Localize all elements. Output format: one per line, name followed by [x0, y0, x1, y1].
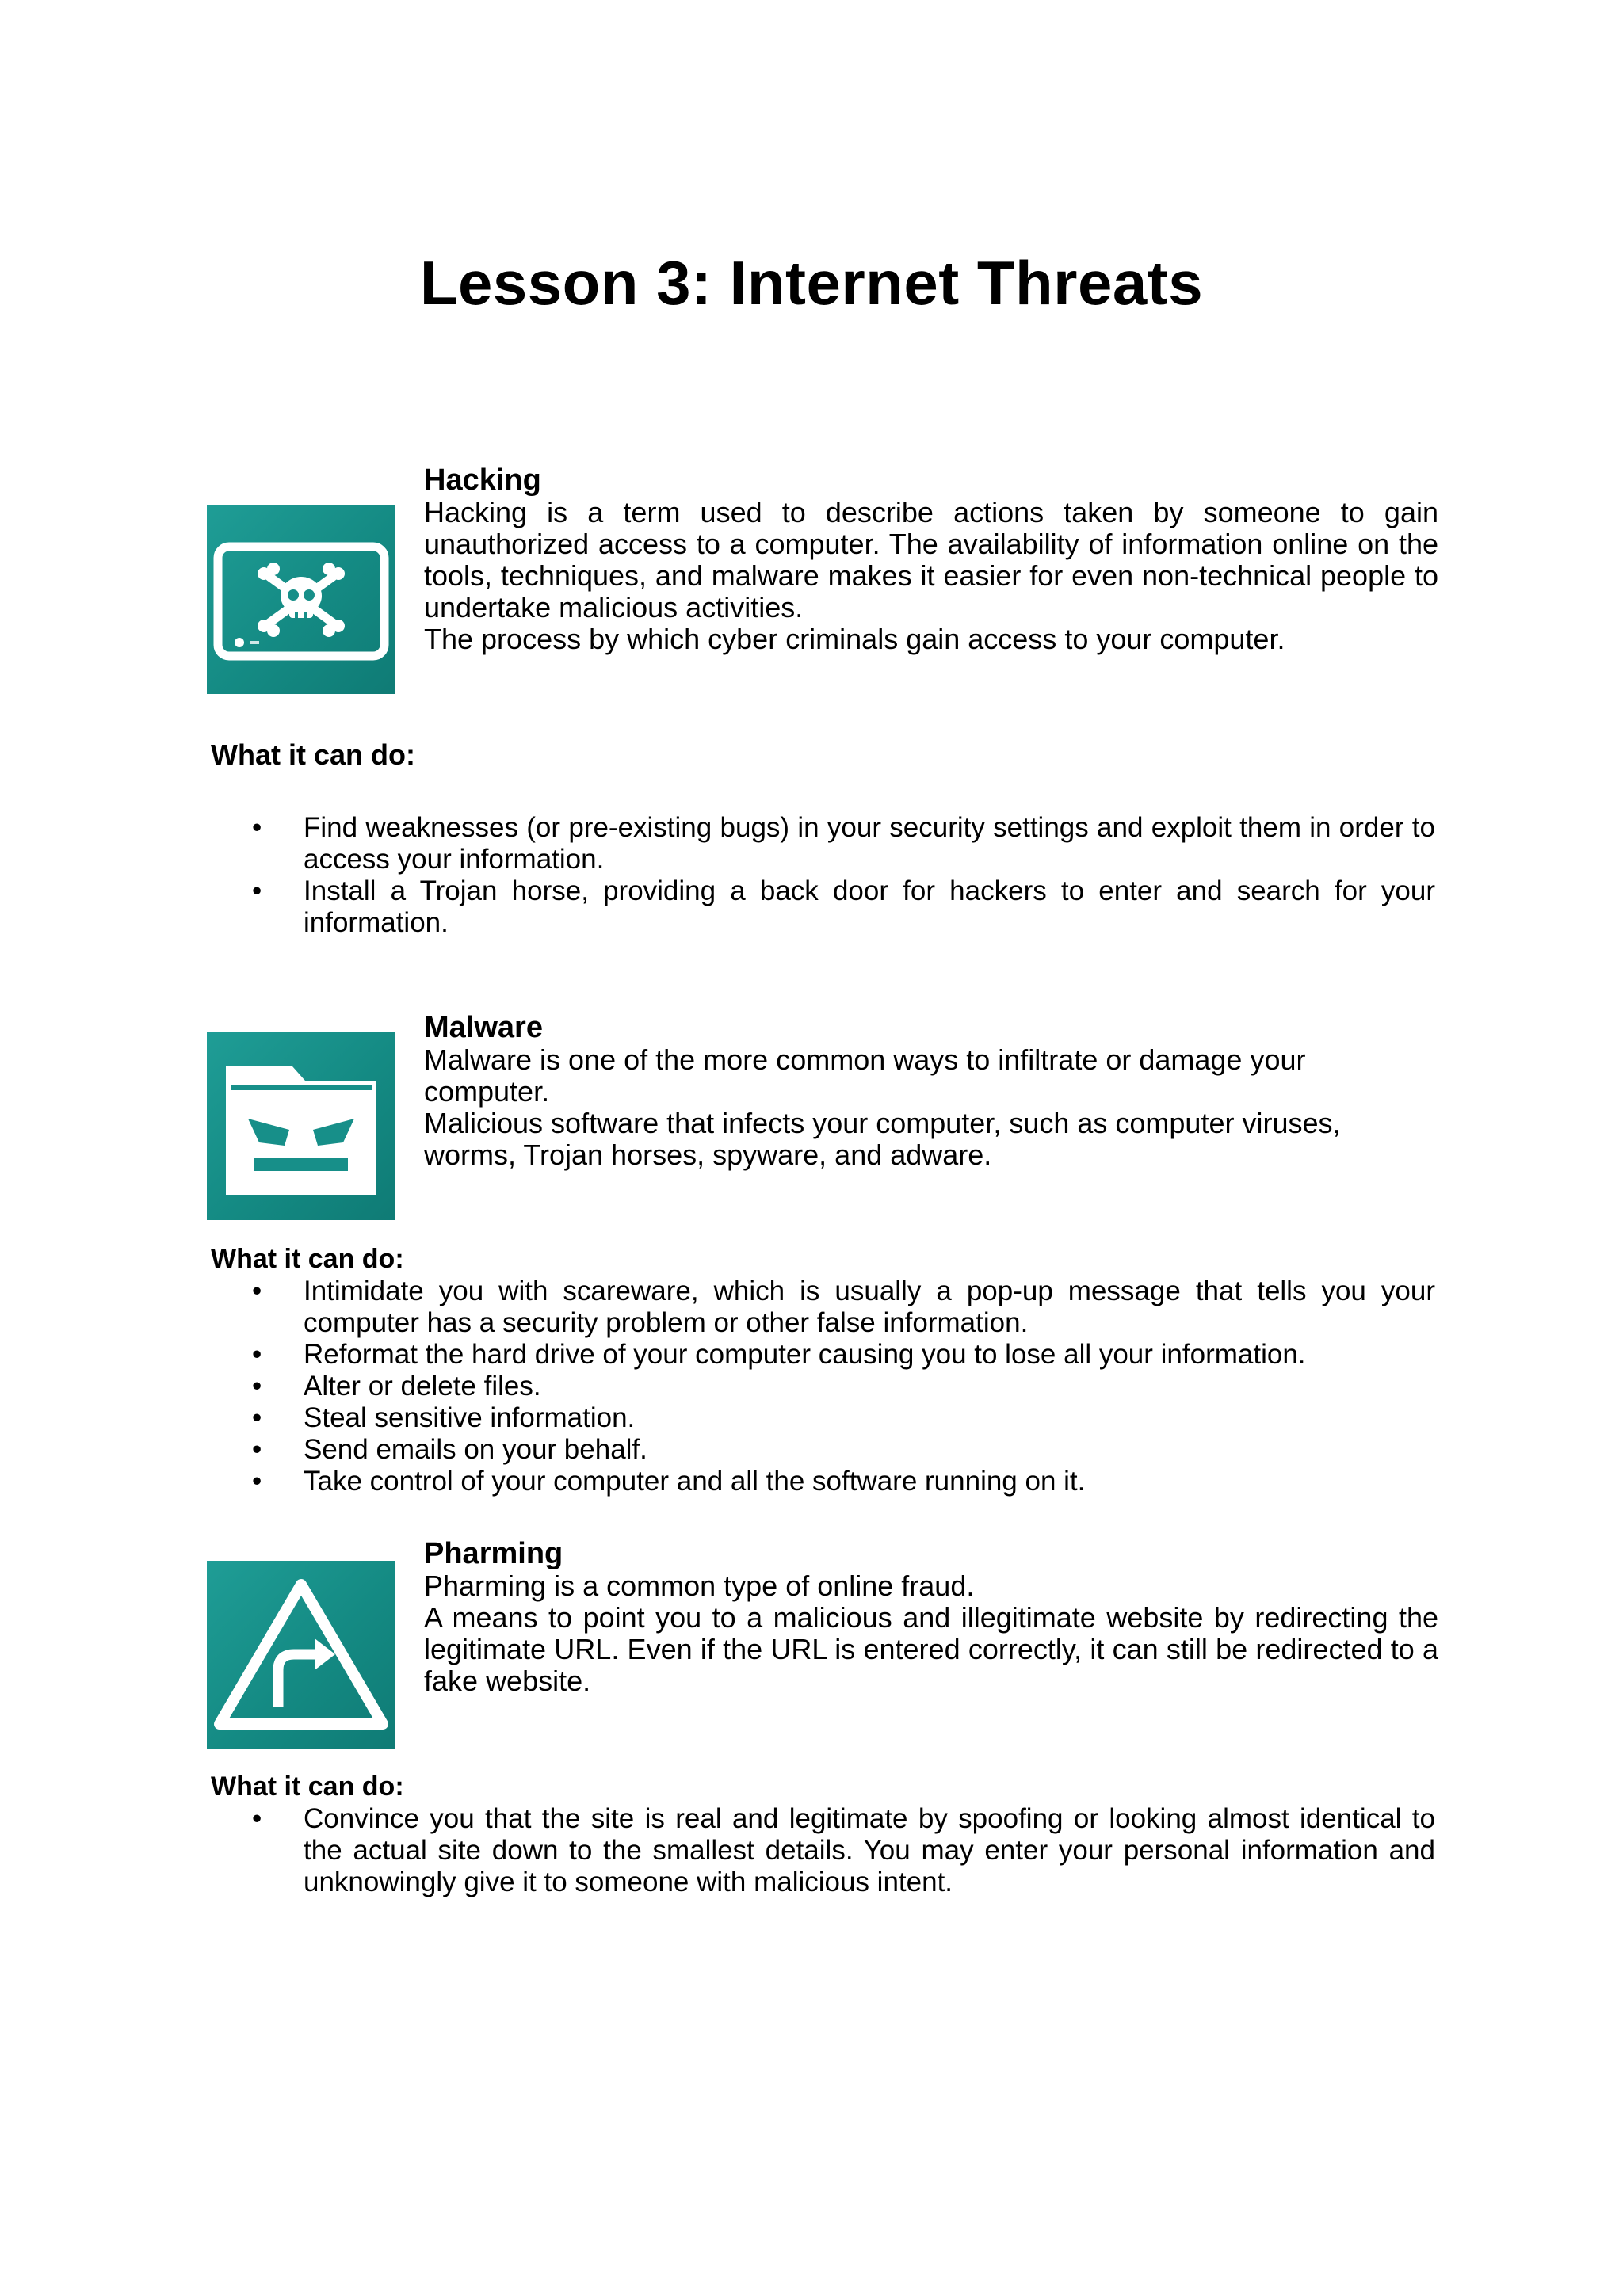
section-hacking: [424, 463, 1438, 655]
section-heading: Hacking: [424, 463, 541, 497]
list-item: • Steal sensitive information.: [252, 1402, 636, 1433]
bullet-list-hacking: [211, 812, 1435, 939]
what-it-can-do-label: What it can do:: [211, 1244, 404, 1274]
section-heading: Malware: [424, 1011, 543, 1044]
section-malware: [424, 1011, 1438, 1171]
section-paragraph: The process by which cyber criminals gain access to your computer.: [424, 623, 1285, 655]
bullet-list-pharming: [211, 1803, 1435, 1898]
list-item: • Alter or delete files.: [252, 1371, 541, 1402]
list-item: • Take control of your computer and all the software running on it.: [252, 1466, 1086, 1497]
section-paragraph: Pharming is a common type of online fraud.: [424, 1569, 975, 1602]
list-item: • Reformat the hard drive of your computer causing you to lose all your information.: [252, 1339, 1306, 1370]
list-item: • Find weaknesses (or pre-existing bugs) in your security settings and exploit them in order to access your information.: [252, 812, 1435, 875]
bullet-icon: •: [252, 812, 262, 843]
list-item: • Convince you that the site is real and legitimate by spoofing or looking almost identical to the actual site down to the smallest details. You may enter your personal information and unknowingly give it to someone with malicious intent.: [252, 1803, 1435, 1897]
section-paragraph: Malicious software that infects your computer, such as computer viruses, worms, Trojan horses, spyware, and adware.: [424, 1107, 1341, 1171]
bullet-icon: •: [252, 1466, 262, 1497]
bullet-icon: •: [252, 1371, 262, 1402]
bullet-icon: •: [252, 1339, 262, 1370]
section-paragraph: Malware is one of the more common ways to infiltrate or damage your computer.: [424, 1043, 1306, 1108]
section-paragraph: A means to point you to a malicious and illegitimate website by redirecting the legitimate URL. Even if the URL is entered correctly, it can still be redirected to a fake website.: [424, 1601, 1438, 1697]
list-item: • Send emails on your behalf.: [252, 1434, 647, 1465]
what-it-can-do-label: What it can do:: [211, 1772, 404, 1802]
section-pharming: [424, 1537, 1438, 1697]
bullet-icon: •: [252, 875, 262, 906]
list-item: • Install a Trojan horse, providing a back door for hackers to enter and search for your information.: [252, 875, 1435, 938]
redirect-warning-icon: [207, 1561, 395, 1749]
page-title: Lesson 3: Internet Threats: [419, 248, 1204, 318]
section-heading: Pharming: [424, 1537, 563, 1570]
angry-folder-icon: [207, 1032, 395, 1220]
list-item: • Intimidate you with scareware, which is usually a pop-up message that tells you your computer has a security problem or other false information.: [252, 1276, 1435, 1338]
bullet-icon: •: [252, 1276, 262, 1306]
what-it-can-do-label: What it can do:: [211, 738, 415, 771]
skull-monitor-icon: [207, 505, 395, 694]
bullet-list-malware: [211, 1276, 1435, 1497]
bullet-icon: •: [252, 1434, 262, 1465]
bullet-icon: •: [252, 1803, 262, 1834]
section-paragraph: Hacking is a term used to describe actions taken by someone to gain unauthorized access to a computer. The availability of information online on the tools, techniques, and malware makes it easier for even non-technical people to undertake malicious activities.: [424, 496, 1438, 624]
bullet-icon: •: [252, 1402, 262, 1433]
